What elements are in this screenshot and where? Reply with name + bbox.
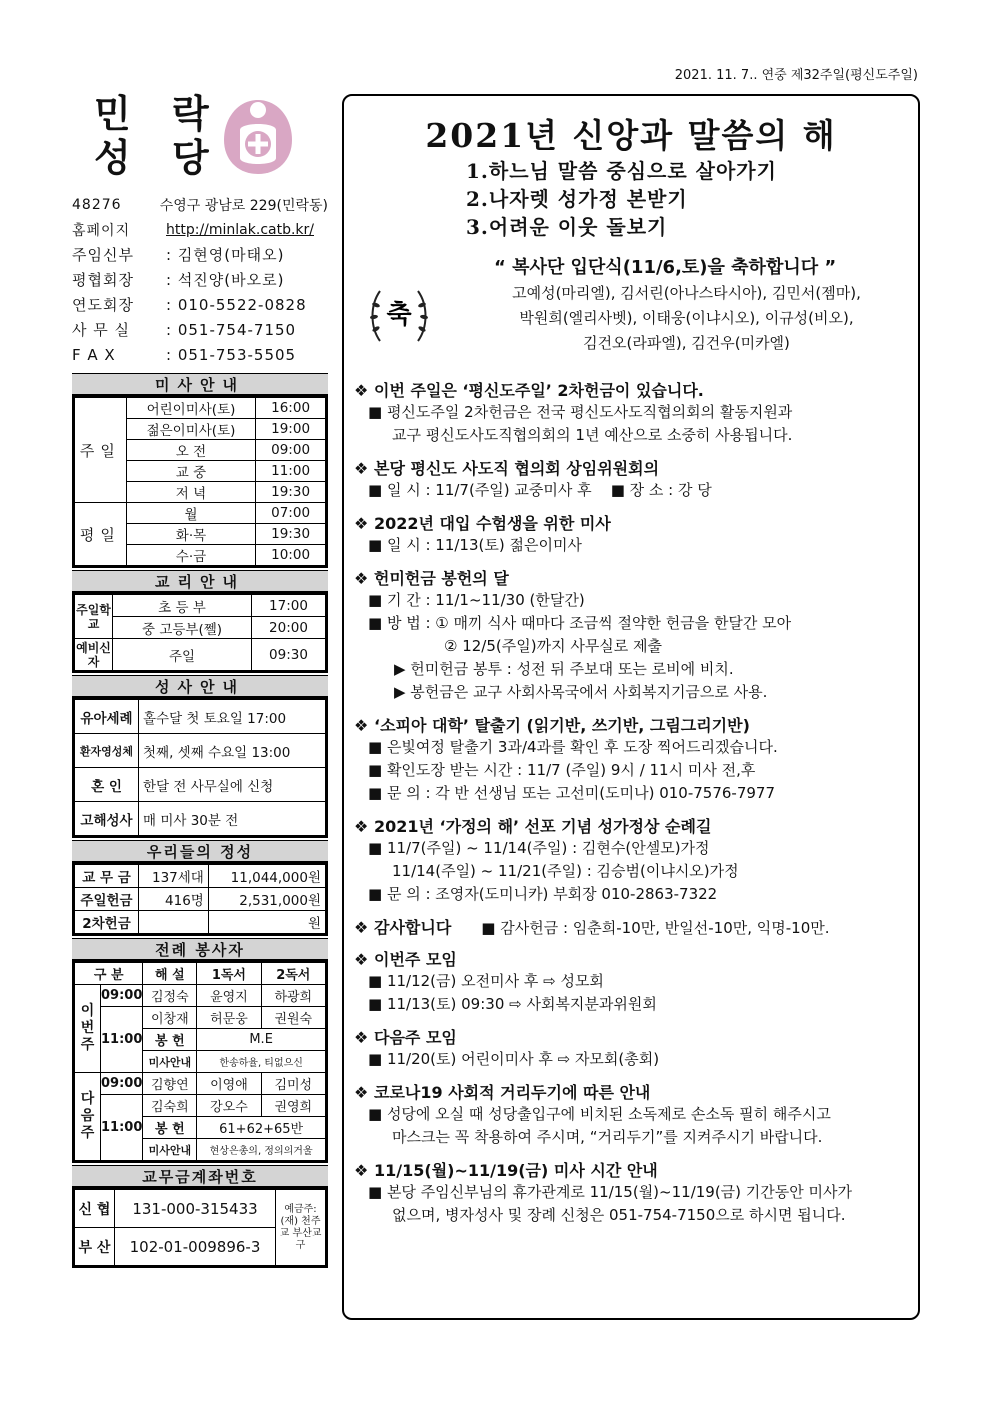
mass-time: 19:00 — [256, 419, 326, 440]
sacrament-label: 혼 인 — [75, 768, 139, 802]
notice-title: 본당 평신도 사도직 협의회 상임위원회의 — [374, 459, 660, 478]
mass-name: 저 녁 — [126, 482, 255, 503]
account-section-title: 교무금계좌번호 — [72, 1165, 328, 1187]
server-name: 김정숙 — [143, 985, 197, 1007]
notice-title: 이번주 모임 — [374, 950, 457, 969]
diamond-bullet-icon: ❖ — [354, 381, 369, 400]
memorial-phone: : 010-5522-0828 — [166, 295, 307, 314]
diamond-bullet-icon: ❖ — [354, 716, 369, 735]
mass-time: 09:00 — [256, 440, 326, 461]
diamond-bullet-icon: ❖ — [354, 514, 369, 533]
sacrament-label: 환자영성체 — [75, 734, 139, 768]
mass-name: 화·목 — [126, 524, 255, 545]
server-name: 강오수 — [197, 1095, 261, 1117]
motto-list — [466, 157, 918, 241]
memorial-label: 연도회장 — [72, 296, 134, 314]
pre-name: 주일 — [113, 639, 252, 671]
edu-section-title: 교리안내 — [72, 570, 328, 592]
pastor-row — [72, 242, 328, 267]
offering-table — [72, 862, 328, 936]
names-line: 김건오(라파엘), 김건우(미카엘) — [583, 334, 790, 352]
diamond-bullet-icon: ❖ — [354, 918, 369, 937]
sacrament-label: 고해성사 — [75, 802, 139, 836]
mass-time: 10:00 — [256, 545, 326, 566]
mass-name: 교 중 — [126, 461, 255, 482]
diamond-bullet-icon: ❖ — [354, 459, 369, 478]
diamond-bullet-icon: ❖ — [354, 1028, 369, 1047]
school-label: 주일학교 — [75, 595, 113, 639]
notice-line: ■ 11/12(금) 오전미사 후 ⇨ 성모회 — [368, 972, 604, 990]
notice-item — [354, 378, 908, 447]
notice-item — [354, 814, 908, 906]
mass-time: 16:00 — [256, 398, 326, 419]
mass-time: 19:30 — [256, 482, 326, 503]
notice-line: ■ 11/7(주일) ~ 11/14(주일) : 김현수(안셀모)가정 — [368, 839, 710, 857]
address: 수영구 광남로 229(민락동) — [159, 197, 328, 214]
notice-line: 없으며, 병자성사 및 장례 신청은 051-754-7150으로 하시면 됩니다. — [392, 1206, 846, 1224]
pre-label: 예비신자 — [76, 640, 111, 669]
servers-header: 2독서 — [261, 963, 325, 985]
notice-line: ▶ 봉헌금은 교구 사회사목국에서 사회복지기금으로 사용. — [394, 683, 768, 701]
church-name-line2: 성 당 — [94, 135, 223, 180]
mass-name: 어린이미사(토) — [126, 398, 255, 419]
sacrament-section-title: 성사안내 — [72, 675, 328, 697]
diamond-bullet-icon: ❖ — [354, 1083, 369, 1102]
notice-title: 이번 주일은 ‘평신도주일’ 2차헌금이 있습니다. — [374, 381, 704, 400]
servers-header: 구 분 — [75, 963, 143, 985]
account-number: 131-000-315433 — [115, 1190, 276, 1228]
server-name: 윤영지 — [197, 985, 261, 1007]
account-number: 102-01-009896-3 — [115, 1228, 276, 1266]
laurel-emblem-icon — [368, 279, 430, 351]
address-row — [72, 192, 328, 217]
server-name: 이창재 — [143, 1007, 197, 1029]
sacrament-info: 홀수달 첫 토요일 17:00 — [139, 700, 326, 734]
offering-count: 137세대 — [139, 865, 209, 888]
diamond-bullet-icon: ❖ — [354, 569, 369, 588]
mass-name: 오 전 — [126, 440, 255, 461]
diamond-bullet-icon: ❖ — [354, 1161, 369, 1180]
account-holder: 예금주: (재) 천주교 부산교구 — [276, 1190, 326, 1266]
account-table — [72, 1187, 328, 1268]
server-name: 김숙희 — [143, 1095, 197, 1117]
church-logo-icon — [220, 96, 296, 176]
sunday-label: 주일 — [75, 398, 127, 503]
memorial-row — [72, 292, 328, 317]
offering-count: 416명 — [139, 888, 209, 911]
issue-date: 2021. 11. 7.. 연중 제32주일(평신도주일) — [674, 68, 918, 83]
notice-item — [354, 1158, 908, 1227]
right-column — [342, 94, 920, 1320]
offering-amount: 2,531,000원 — [208, 888, 325, 911]
office-label: 사 무 실 — [72, 321, 131, 339]
mass-section-title: 미사안내 — [72, 373, 328, 395]
congrats-heading: “ 복사단 입단식(11/6,토)을 축하합니다 ” — [494, 257, 837, 278]
notice-line: 교구 평신도사도직협의회의 1년 예산으로 소중히 사용됩니다. — [392, 426, 793, 444]
servers-section-title: 전례 봉사자 — [72, 938, 328, 960]
year-title: 2021년 신앙과 말씀의 해 — [425, 116, 837, 155]
offering-amount: 11,044,000원 — [208, 865, 325, 888]
notice-item — [354, 1025, 908, 1071]
notice-item — [354, 511, 908, 557]
council-name: : 석진양(바오로) — [166, 271, 285, 289]
notice-item — [354, 947, 908, 1016]
church-info — [72, 192, 328, 367]
bank-name: 부 산 — [75, 1228, 115, 1266]
edu-name: 초 등 부 — [113, 595, 252, 617]
offering-label: 교 무 금 — [75, 865, 139, 888]
emblem-text: 축 — [386, 300, 412, 330]
next-week-label: 다음주 — [75, 1073, 101, 1161]
notice-line: ■ 일 시 : 11/7(주일) 교중미사 후 ■ 장 소 : 강 당 — [368, 481, 712, 499]
server-time: 11:00 — [101, 1007, 143, 1073]
notice-title: 2021년 ‘가정의 해’ 선포 기념 성가정상 순례길 — [374, 817, 712, 836]
notice-item — [354, 456, 908, 502]
server-name: 권영희 — [261, 1095, 325, 1117]
mass-time: 19:30 — [256, 524, 326, 545]
notice-inline: ■ 감사헌금 : 임춘희-10만, 반일선-10만, 익명-10만. — [481, 919, 830, 937]
notice-title: 코로나19 사회적 거리두기에 따른 안내 — [374, 1083, 651, 1102]
edu-table — [72, 592, 328, 673]
server-name: 김향연 — [143, 1073, 197, 1095]
notice-line: ■ 은빛여정 탈출기 3과/4과를 확인 후 도장 찍어드리겠습니다. — [368, 738, 778, 756]
offering-amount: 원 — [208, 911, 325, 934]
notice-line: ■ 기 간 : 11/1~11/30 (한달간) — [368, 591, 585, 609]
council-label: 평협회장 — [72, 271, 134, 289]
notice-line: ■ 11/20(토) 어린이미사 후 ⇨ 자모회(총회) — [368, 1050, 660, 1068]
usher-label: 미사안내 — [143, 1051, 197, 1073]
offering-count — [139, 911, 209, 934]
church-name — [94, 92, 223, 180]
notice-title: 감사합니다 — [374, 918, 452, 937]
motto-item: 2.나자렛 성가정 본받기 — [466, 187, 688, 211]
congrats-box — [344, 249, 918, 369]
motto-item: 1.하느님 말씀 중심으로 살아가기 — [466, 159, 777, 183]
offering-section-title: 우리들의 정성 — [72, 840, 328, 862]
usher-group: 현상은총의, 정의의거울 — [197, 1139, 326, 1161]
offertory-group: M.E — [197, 1029, 326, 1051]
server-name: 이영애 — [197, 1073, 261, 1095]
pre-time: 09:30 — [252, 639, 326, 671]
notice-line: ■ 문 의 : 각 반 선생님 또는 고선미(도미나) 010-7576-7977 — [368, 784, 775, 802]
mass-time: 07:00 — [256, 503, 326, 524]
notice-line: ■ 일 시 : 11/13(토) 젊은이미사 — [368, 536, 582, 554]
notice-item — [354, 566, 908, 704]
fax-number: : 051-753-5505 — [166, 345, 297, 364]
notice-line: ■ 성당에 오실 때 성당출입구에 비치된 소독제로 손소독 필히 해주시고 — [368, 1105, 831, 1123]
server-name: 허문웅 — [197, 1007, 261, 1029]
notice-title: 헌미헌금 봉헌의 달 — [374, 569, 509, 588]
server-name: 김미성 — [261, 1073, 325, 1095]
weekday-label: 평일 — [75, 503, 127, 566]
homepage-link[interactable]: http://minlak.catb.kr/ — [166, 221, 314, 238]
names-line: 박원희(엘리사벳), 이태웅(이냐시오), 이규성(비오), — [519, 309, 854, 327]
notice-line: ■ 평신도주일 2차헌금은 전국 평신도사도직협의회의 활동지원과 — [368, 403, 793, 421]
mass-table — [72, 395, 328, 568]
servers-table — [72, 960, 328, 1163]
notice-line: ■ 본당 주임신부님의 휴가관계로 11/15(월)~11/19(금) 기간동안 미사가 — [368, 1183, 852, 1201]
servers-header: 1독서 — [197, 963, 261, 985]
sacrament-label: 유아세례 — [75, 700, 139, 734]
pastor-name: : 김현영(마태오) — [166, 246, 285, 264]
homepage-label: 홈페이지 — [72, 222, 131, 239]
sacrament-info: 첫째, 셋째 수요일 13:00 — [139, 734, 326, 768]
mass-name: 월 — [126, 503, 255, 524]
sacrament-info: 한달 전 사무실에 신청 — [139, 768, 326, 802]
bank-name: 신 협 — [75, 1190, 115, 1228]
offering-label: 2차헌금 — [75, 911, 139, 934]
offertory-label: 봉 헌 — [143, 1029, 197, 1051]
servers-header: 해 설 — [143, 963, 197, 985]
offertory-label: 봉 헌 — [143, 1117, 197, 1139]
notice-line: ■ 문 의 : 조영자(도미니카) 부회장 010-2863-7322 — [368, 885, 718, 903]
server-name: 하광희 — [261, 985, 325, 1007]
office-row — [72, 317, 328, 342]
homepage-row — [72, 217, 328, 242]
church-header — [72, 88, 328, 188]
server-time: 11:00 — [101, 1095, 143, 1161]
notice-line: ▶ 헌미헌금 봉투 : 성전 뒤 주보대 또는 로비에 비치. — [394, 660, 734, 678]
notice-line: ② 12/5(주일)까지 사무실로 제출 — [444, 637, 663, 655]
edu-time: 20:00 — [252, 617, 326, 639]
notice-title: 11/15(월)~11/19(금) 미사 시간 안내 — [374, 1161, 658, 1180]
office-phone: : 051-754-7150 — [166, 320, 297, 339]
server-names — [464, 281, 909, 356]
this-week-label: 이번주 — [75, 985, 101, 1073]
left-column — [72, 88, 328, 1268]
fax-label: F A X — [72, 345, 116, 364]
diamond-bullet-icon: ❖ — [354, 950, 369, 969]
notice-list — [344, 378, 918, 1227]
church-name-line1: 민 락 — [94, 91, 223, 136]
notice-line: ■ 11/13(토) 09:30 ⇨ 사회복지분과위원회 — [368, 995, 657, 1013]
motto-item: 3.어려운 이웃 돌보기 — [466, 215, 668, 239]
notice-title: ‘소피아 대학’ 탈출기 (읽기반, 쓰기반, 그림그리기반) — [374, 716, 750, 735]
sacrament-table — [72, 697, 328, 838]
notice-line: ■ 방 법 : ① 매끼 식사 때마다 조금씩 절약한 헌금을 한달간 모아 — [368, 614, 792, 632]
notice-item — [354, 1080, 908, 1149]
edu-time: 17:00 — [252, 595, 326, 617]
usher-label: 미사안내 — [143, 1139, 197, 1161]
notice-line: ■ 확인도장 받는 시간 : 11/7 (주일) 9시 / 11시 미사 전,후 — [368, 761, 756, 779]
mass-name: 수·금 — [126, 545, 255, 566]
notice-item — [354, 915, 908, 938]
offertory-group: 61+62+65반 — [197, 1117, 326, 1139]
mass-name: 젊은이미사(토) — [126, 419, 255, 440]
offering-label: 주일헌금 — [75, 888, 139, 911]
notice-title: 다음주 모임 — [374, 1028, 457, 1047]
fax-row — [72, 342, 328, 367]
server-time: 09:00 — [101, 1073, 143, 1095]
notice-line: 마스크는 꼭 착용하여 주시며, “거리두기”를 지켜주시기 바랍니다. — [392, 1128, 823, 1146]
diamond-bullet-icon: ❖ — [354, 817, 369, 836]
notice-item — [354, 713, 908, 805]
server-time: 09:00 — [101, 985, 143, 1007]
postal-code: 48276 — [72, 196, 122, 213]
edu-name: 중 고등부(쩰) — [113, 617, 252, 639]
council-row — [72, 267, 328, 292]
sacrament-info: 매 미사 30분 전 — [139, 802, 326, 836]
notice-title: 2022년 대입 수험생을 위한 미사 — [374, 514, 611, 533]
names-line: 고예성(마리엘), 김서린(아나스타시아), 김민서(젬마), — [512, 284, 861, 302]
pastor-label: 주임신부 — [72, 246, 134, 264]
mass-time: 11:00 — [256, 461, 326, 482]
notice-line: 11/14(주일) ~ 11/21(주일) : 김승범(이냐시오)가정 — [392, 862, 739, 880]
usher-group: 한송하율, 티없으신 — [197, 1051, 326, 1073]
server-name: 권원숙 — [261, 1007, 325, 1029]
